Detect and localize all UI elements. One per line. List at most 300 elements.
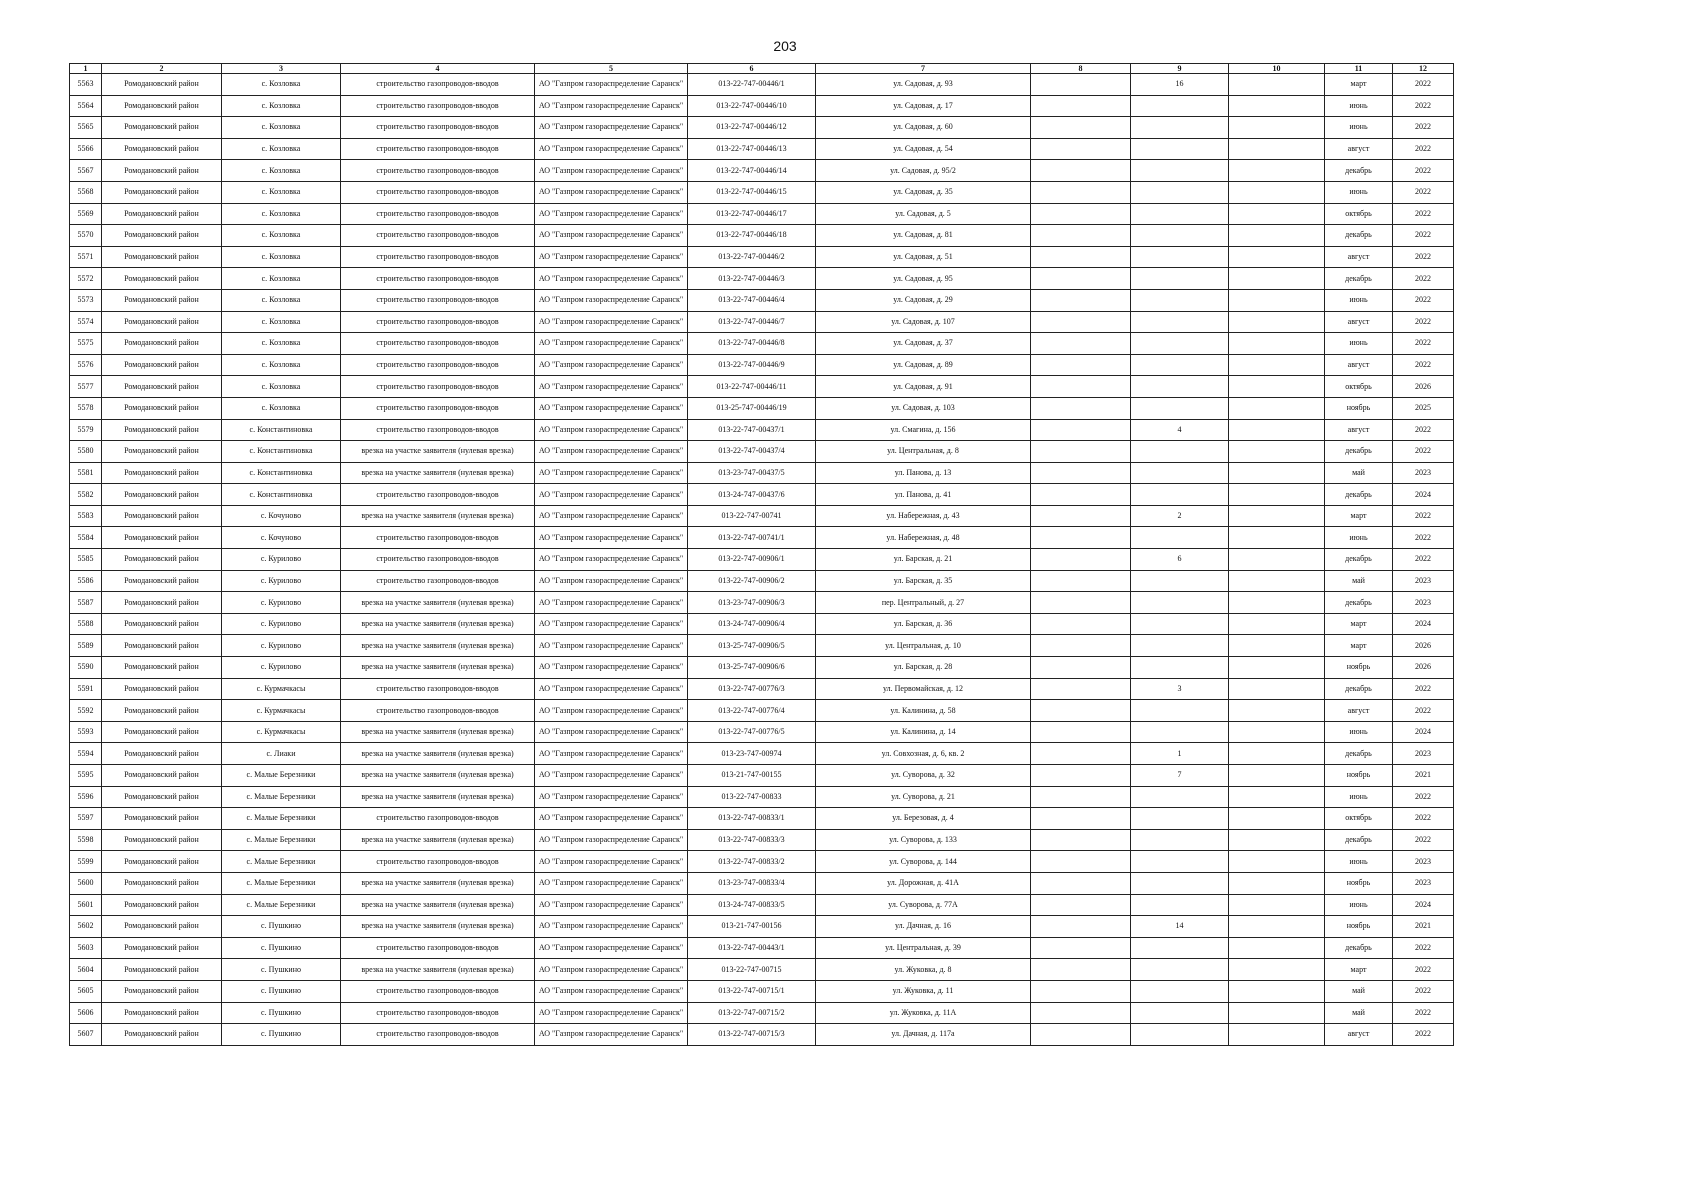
column-9-cell — [1131, 937, 1229, 959]
application-code-cell: 013-22-747-00446/18 — [688, 225, 816, 247]
district-cell: Ромодановский район — [102, 505, 222, 527]
application-code-cell: 013-22-747-00906/2 — [688, 570, 816, 592]
month-cell: ноябрь — [1325, 916, 1393, 938]
application-code-cell: 013-22-747-00715/2 — [688, 1002, 816, 1024]
column-9-cell — [1131, 95, 1229, 117]
settlement-cell: с. Козловка — [222, 225, 341, 247]
column-10-cell — [1229, 333, 1325, 355]
table-row — [70, 743, 1454, 765]
column-10-cell — [1229, 721, 1325, 743]
table-row — [70, 1024, 1454, 1046]
application-code-cell: 013-25-747-00906/6 — [688, 657, 816, 679]
table-row — [70, 225, 1454, 247]
month-cell: март — [1325, 635, 1393, 657]
column-9-cell — [1131, 333, 1229, 355]
column-header: 2 — [102, 64, 222, 74]
row-number-cell: 5564 — [70, 95, 102, 117]
district-cell: Ромодановский район — [102, 765, 222, 787]
column-8-cell — [1031, 894, 1131, 916]
address-cell: ул. Садовая, д. 60 — [816, 117, 1031, 139]
settlement-cell: с. Пушкино — [222, 959, 341, 981]
column-8-cell — [1031, 246, 1131, 268]
row-number-cell: 5569 — [70, 203, 102, 225]
table-row — [70, 117, 1454, 139]
month-cell: июнь — [1325, 289, 1393, 311]
table-row — [70, 829, 1454, 851]
work-type-cell: строительство газопроводов-вводов — [341, 354, 535, 376]
organization-cell: АО "Газпром газораспределение Саранск" — [535, 268, 688, 290]
address-cell: ул. Садовая, д. 5 — [816, 203, 1031, 225]
column-9-cell — [1131, 980, 1229, 1002]
column-9-cell: 3 — [1131, 678, 1229, 700]
year-cell: 2022 — [1393, 1002, 1454, 1024]
organization-cell: АО "Газпром газораспределение Саранск" — [535, 959, 688, 981]
settlement-cell: с. Малые Березники — [222, 829, 341, 851]
column-8-cell — [1031, 808, 1131, 830]
organization-cell: АО "Газпром газораспределение Саранск" — [535, 74, 688, 96]
work-type-cell: врезка на участке заявителя (нулевая врезка) — [341, 462, 535, 484]
column-9-cell — [1131, 181, 1229, 203]
row-number-cell: 5605 — [70, 980, 102, 1002]
work-type-cell: строительство газопроводов-вводов — [341, 138, 535, 160]
settlement-cell: с. Козловка — [222, 333, 341, 355]
month-cell: март — [1325, 613, 1393, 635]
district-cell: Ромодановский район — [102, 959, 222, 981]
row-number-cell: 5582 — [70, 484, 102, 506]
month-cell: март — [1325, 505, 1393, 527]
row-number-cell: 5581 — [70, 462, 102, 484]
settlement-cell: с. Козловка — [222, 354, 341, 376]
month-cell: июнь — [1325, 721, 1393, 743]
column-10-cell — [1229, 419, 1325, 441]
table-row — [70, 959, 1454, 981]
district-cell: Ромодановский район — [102, 225, 222, 247]
month-cell: март — [1325, 74, 1393, 96]
table-row — [70, 527, 1454, 549]
row-number-cell: 5568 — [70, 181, 102, 203]
application-code-cell: 013-22-747-00833/3 — [688, 829, 816, 851]
organization-cell: АО "Газпром газораспределение Саранск" — [535, 246, 688, 268]
year-cell: 2024 — [1393, 894, 1454, 916]
work-type-cell: строительство газопроводов-вводов — [341, 117, 535, 139]
address-cell: ул. Барская, д. 28 — [816, 657, 1031, 679]
organization-cell: АО "Газпром газораспределение Саранск" — [535, 916, 688, 938]
application-code-cell: 013-22-747-00446/9 — [688, 354, 816, 376]
column-8-cell — [1031, 138, 1131, 160]
month-cell: декабрь — [1325, 160, 1393, 182]
column-9-cell — [1131, 1024, 1229, 1046]
column-8-cell — [1031, 1024, 1131, 1046]
column-10-cell — [1229, 592, 1325, 614]
application-code-cell: 013-22-747-00446/10 — [688, 95, 816, 117]
organization-cell: АО "Газпром газораспределение Саранск" — [535, 678, 688, 700]
work-type-cell: врезка на участке заявителя (нулевая врезка) — [341, 657, 535, 679]
application-code-cell: 013-22-747-00776/4 — [688, 700, 816, 722]
column-8-cell — [1031, 289, 1131, 311]
work-type-cell: строительство газопроводов-вводов — [341, 700, 535, 722]
column-9-cell: 6 — [1131, 549, 1229, 571]
work-type-cell: строительство газопроводов-вводов — [341, 937, 535, 959]
column-10-cell — [1229, 1024, 1325, 1046]
row-number-cell: 5590 — [70, 657, 102, 679]
address-cell: ул. Садовая, д. 51 — [816, 246, 1031, 268]
work-type-cell: врезка на участке заявителя (нулевая врезка) — [341, 829, 535, 851]
table-row — [70, 786, 1454, 808]
work-type-cell: врезка на участке заявителя (нулевая врезка) — [341, 505, 535, 527]
column-9-cell: 1 — [1131, 743, 1229, 765]
settlement-cell: с. Козловка — [222, 181, 341, 203]
organization-cell: АО "Газпром газораспределение Саранск" — [535, 354, 688, 376]
year-cell: 2022 — [1393, 246, 1454, 268]
column-8-cell — [1031, 181, 1131, 203]
organization-cell: АО "Газпром газораспределение Саранск" — [535, 657, 688, 679]
column-10-cell — [1229, 268, 1325, 290]
column-8-cell — [1031, 311, 1131, 333]
column-9-cell — [1131, 527, 1229, 549]
address-cell: пер. Центральный, д. 27 — [816, 592, 1031, 614]
year-cell: 2021 — [1393, 765, 1454, 787]
column-8-cell — [1031, 916, 1131, 938]
application-code-cell: 013-22-747-00741 — [688, 505, 816, 527]
column-8-cell — [1031, 505, 1131, 527]
table-row — [70, 657, 1454, 679]
year-cell: 2024 — [1393, 484, 1454, 506]
work-type-cell: строительство газопроводов-вводов — [341, 225, 535, 247]
application-code-cell: 013-22-747-00446/4 — [688, 289, 816, 311]
application-code-cell: 013-22-747-00446/1 — [688, 74, 816, 96]
settlement-cell: с. Козловка — [222, 289, 341, 311]
settlement-cell: с. Пушкино — [222, 1002, 341, 1024]
organization-cell: АО "Газпром газораспределение Саранск" — [535, 181, 688, 203]
work-type-cell: строительство газопроводов-вводов — [341, 549, 535, 571]
application-code-cell: 013-22-747-00715/3 — [688, 1024, 816, 1046]
district-cell: Ромодановский район — [102, 1002, 222, 1024]
year-cell: 2022 — [1393, 678, 1454, 700]
organization-cell: АО "Газпром газораспределение Саранск" — [535, 527, 688, 549]
month-cell: декабрь — [1325, 268, 1393, 290]
month-cell: май — [1325, 980, 1393, 1002]
address-cell: ул. Садовая, д. 103 — [816, 397, 1031, 419]
year-cell: 2022 — [1393, 225, 1454, 247]
column-9-cell — [1131, 484, 1229, 506]
organization-cell: АО "Газпром газораспределение Саранск" — [535, 980, 688, 1002]
column-header: 12 — [1393, 64, 1454, 74]
table-row — [70, 484, 1454, 506]
application-code-cell: 013-22-747-00833/2 — [688, 851, 816, 873]
column-8-cell — [1031, 700, 1131, 722]
district-cell: Ромодановский район — [102, 441, 222, 463]
column-10-cell — [1229, 678, 1325, 700]
application-code-cell: 013-22-747-00446/8 — [688, 333, 816, 355]
address-cell: ул. Калинина, д. 58 — [816, 700, 1031, 722]
work-type-cell: строительство газопроводов-вводов — [341, 268, 535, 290]
district-cell: Ромодановский район — [102, 117, 222, 139]
row-number-cell: 5579 — [70, 419, 102, 441]
month-cell: декабрь — [1325, 441, 1393, 463]
column-10-cell — [1229, 311, 1325, 333]
table-row — [70, 916, 1454, 938]
month-cell: май — [1325, 570, 1393, 592]
settlement-cell: с. Пушкино — [222, 916, 341, 938]
organization-cell: АО "Газпром газораспределение Саранск" — [535, 203, 688, 225]
column-8-cell — [1031, 829, 1131, 851]
month-cell: июнь — [1325, 851, 1393, 873]
month-cell: декабрь — [1325, 743, 1393, 765]
district-cell: Ромодановский район — [102, 74, 222, 96]
work-type-cell: строительство газопроводов-вводов — [341, 397, 535, 419]
district-cell: Ромодановский район — [102, 333, 222, 355]
organization-cell: АО "Газпром газораспределение Саранск" — [535, 225, 688, 247]
row-number-cell: 5577 — [70, 376, 102, 398]
work-type-cell: строительство газопроводов-вводов — [341, 419, 535, 441]
month-cell: август — [1325, 1024, 1393, 1046]
column-header: 9 — [1131, 64, 1229, 74]
month-cell: июнь — [1325, 181, 1393, 203]
column-10-cell — [1229, 937, 1325, 959]
row-number-cell: 5604 — [70, 959, 102, 981]
year-cell: 2022 — [1393, 138, 1454, 160]
row-number-cell: 5593 — [70, 721, 102, 743]
row-number-cell: 5566 — [70, 138, 102, 160]
column-9-cell — [1131, 592, 1229, 614]
column-10-cell — [1229, 289, 1325, 311]
address-cell: ул. Садовая, д. 54 — [816, 138, 1031, 160]
column-9-cell: 14 — [1131, 916, 1229, 938]
column-10-cell — [1229, 916, 1325, 938]
district-cell: Ромодановский район — [102, 397, 222, 419]
gas-connection-register-table — [69, 63, 1454, 1046]
column-8-cell — [1031, 441, 1131, 463]
column-8-cell — [1031, 980, 1131, 1002]
column-8-cell — [1031, 376, 1131, 398]
row-number-cell: 5570 — [70, 225, 102, 247]
column-9-cell — [1131, 786, 1229, 808]
settlement-cell: с. Козловка — [222, 268, 341, 290]
address-cell: ул. Совхозная, д. 6, кв. 2 — [816, 743, 1031, 765]
month-cell: декабрь — [1325, 225, 1393, 247]
month-cell: ноябрь — [1325, 397, 1393, 419]
column-9-cell — [1131, 203, 1229, 225]
year-cell: 2022 — [1393, 980, 1454, 1002]
column-9-cell — [1131, 657, 1229, 679]
table-row — [70, 635, 1454, 657]
column-9-cell — [1131, 160, 1229, 182]
row-number-cell: 5599 — [70, 851, 102, 873]
column-9-cell — [1131, 268, 1229, 290]
settlement-cell: с. Малые Березники — [222, 894, 341, 916]
column-8-cell — [1031, 268, 1131, 290]
work-type-cell: врезка на участке заявителя (нулевая врезка) — [341, 743, 535, 765]
column-8-cell — [1031, 851, 1131, 873]
year-cell: 2023 — [1393, 851, 1454, 873]
column-9-cell — [1131, 462, 1229, 484]
table-row — [70, 808, 1454, 830]
column-10-cell — [1229, 505, 1325, 527]
settlement-cell: с. Курилово — [222, 657, 341, 679]
row-number-cell: 5587 — [70, 592, 102, 614]
work-type-cell: строительство газопроводов-вводов — [341, 678, 535, 700]
table-row — [70, 333, 1454, 355]
address-cell: ул. Центральная, д. 10 — [816, 635, 1031, 657]
table-row — [70, 851, 1454, 873]
application-code-cell: 013-24-747-00833/5 — [688, 894, 816, 916]
district-cell: Ромодановский район — [102, 613, 222, 635]
table-row — [70, 419, 1454, 441]
address-cell: ул. Садовая, д. 95/2 — [816, 160, 1031, 182]
table-row — [70, 138, 1454, 160]
settlement-cell: с. Константиновка — [222, 484, 341, 506]
table-body — [70, 74, 1454, 1046]
application-code-cell: 013-22-747-00446/15 — [688, 181, 816, 203]
table-row — [70, 570, 1454, 592]
row-number-cell: 5598 — [70, 829, 102, 851]
district-cell: Ромодановский район — [102, 419, 222, 441]
month-cell: ноябрь — [1325, 765, 1393, 787]
application-code-cell: 013-22-747-00833/1 — [688, 808, 816, 830]
organization-cell: АО "Газпром газораспределение Саранск" — [535, 505, 688, 527]
column-9-cell — [1131, 851, 1229, 873]
organization-cell: АО "Газпром газораспределение Саранск" — [535, 160, 688, 182]
work-type-cell: строительство газопроводов-вводов — [341, 181, 535, 203]
column-10-cell — [1229, 894, 1325, 916]
column-9-cell — [1131, 959, 1229, 981]
work-type-cell: строительство газопроводов-вводов — [341, 160, 535, 182]
work-type-cell: врезка на участке заявителя (нулевая врезка) — [341, 721, 535, 743]
address-cell: ул. Барская, д. 36 — [816, 613, 1031, 635]
organization-cell: АО "Газпром газораспределение Саранск" — [535, 1002, 688, 1024]
column-9-cell — [1131, 246, 1229, 268]
application-code-cell: 013-24-747-00437/6 — [688, 484, 816, 506]
header-row — [70, 64, 1454, 74]
district-cell: Ромодановский район — [102, 937, 222, 959]
application-code-cell: 013-21-747-00156 — [688, 916, 816, 938]
address-cell: ул. Жуковка, д. 8 — [816, 959, 1031, 981]
settlement-cell: с. Пушкино — [222, 980, 341, 1002]
settlement-cell: с. Кочуново — [222, 505, 341, 527]
organization-cell: АО "Газпром газораспределение Саранск" — [535, 333, 688, 355]
table-row — [70, 397, 1454, 419]
column-10-cell — [1229, 786, 1325, 808]
month-cell: июнь — [1325, 117, 1393, 139]
settlement-cell: с. Курилово — [222, 592, 341, 614]
application-code-cell: 013-23-747-00906/3 — [688, 592, 816, 614]
settlement-cell: с. Козловка — [222, 311, 341, 333]
application-code-cell: 013-22-747-00446/11 — [688, 376, 816, 398]
month-cell: октябрь — [1325, 376, 1393, 398]
table-header — [70, 64, 1454, 74]
table-row — [70, 765, 1454, 787]
column-10-cell — [1229, 397, 1325, 419]
work-type-cell: строительство газопроводов-вводов — [341, 980, 535, 1002]
year-cell: 2022 — [1393, 527, 1454, 549]
column-8-cell — [1031, 570, 1131, 592]
row-number-cell: 5591 — [70, 678, 102, 700]
address-cell: ул. Барская, д. 21 — [816, 549, 1031, 571]
organization-cell: АО "Газпром газораспределение Саранск" — [535, 484, 688, 506]
address-cell: ул. Садовая, д. 37 — [816, 333, 1031, 355]
row-number-cell: 5575 — [70, 333, 102, 355]
column-10-cell — [1229, 117, 1325, 139]
column-9-cell — [1131, 117, 1229, 139]
application-code-cell: 013-22-747-00437/4 — [688, 441, 816, 463]
address-cell: ул. Калинина, д. 14 — [816, 721, 1031, 743]
work-type-cell: строительство газопроводов-вводов — [341, 333, 535, 355]
column-8-cell — [1031, 765, 1131, 787]
column-8-cell — [1031, 549, 1131, 571]
application-code-cell: 013-24-747-00906/4 — [688, 613, 816, 635]
district-cell: Ромодановский район — [102, 570, 222, 592]
column-header: 7 — [816, 64, 1031, 74]
table-row — [70, 246, 1454, 268]
month-cell: август — [1325, 311, 1393, 333]
settlement-cell: с. Малые Березники — [222, 765, 341, 787]
settlement-cell: с. Козловка — [222, 246, 341, 268]
address-cell: ул. Садовая, д. 107 — [816, 311, 1031, 333]
row-number-cell: 5576 — [70, 354, 102, 376]
district-cell: Ромодановский район — [102, 808, 222, 830]
address-cell: ул. Смагина, д. 156 — [816, 419, 1031, 441]
organization-cell: АО "Газпром газораспределение Саранск" — [535, 829, 688, 851]
settlement-cell: с. Курилово — [222, 613, 341, 635]
row-number-cell: 5589 — [70, 635, 102, 657]
column-10-cell — [1229, 95, 1325, 117]
column-9-cell — [1131, 138, 1229, 160]
year-cell: 2022 — [1393, 160, 1454, 182]
organization-cell: АО "Газпром газораспределение Саранск" — [535, 419, 688, 441]
column-9-cell — [1131, 225, 1229, 247]
settlement-cell: с. Малые Березники — [222, 808, 341, 830]
month-cell: ноябрь — [1325, 872, 1393, 894]
settlement-cell: с. Константиновка — [222, 441, 341, 463]
organization-cell: АО "Газпром газораспределение Саранск" — [535, 721, 688, 743]
settlement-cell: с. Козловка — [222, 376, 341, 398]
month-cell: октябрь — [1325, 203, 1393, 225]
organization-cell: АО "Газпром газораспределение Саранск" — [535, 592, 688, 614]
year-cell: 2022 — [1393, 203, 1454, 225]
district-cell: Ромодановский район — [102, 916, 222, 938]
year-cell: 2023 — [1393, 570, 1454, 592]
organization-cell: АО "Газпром газораспределение Саранск" — [535, 570, 688, 592]
column-10-cell — [1229, 1002, 1325, 1024]
column-10-cell — [1229, 484, 1325, 506]
column-9-cell — [1131, 872, 1229, 894]
column-header: 8 — [1031, 64, 1131, 74]
work-type-cell: строительство газопроводов-вводов — [341, 851, 535, 873]
application-code-cell: 013-22-747-00446/13 — [688, 138, 816, 160]
work-type-cell: строительство газопроводов-вводов — [341, 289, 535, 311]
organization-cell: АО "Газпром газораспределение Саранск" — [535, 635, 688, 657]
row-number-cell: 5607 — [70, 1024, 102, 1046]
settlement-cell: с. Малые Березники — [222, 872, 341, 894]
row-number-cell: 5580 — [70, 441, 102, 463]
column-9-cell — [1131, 721, 1229, 743]
month-cell: июнь — [1325, 786, 1393, 808]
year-cell: 2026 — [1393, 635, 1454, 657]
column-9-cell — [1131, 635, 1229, 657]
row-number-cell: 5603 — [70, 937, 102, 959]
column-8-cell — [1031, 74, 1131, 96]
row-number-cell: 5584 — [70, 527, 102, 549]
address-cell: ул. Дорожная, д. 41А — [816, 872, 1031, 894]
column-8-cell — [1031, 657, 1131, 679]
column-10-cell — [1229, 872, 1325, 894]
year-cell: 2023 — [1393, 592, 1454, 614]
column-10-cell — [1229, 462, 1325, 484]
organization-cell: АО "Газпром газораспределение Саранск" — [535, 376, 688, 398]
district-cell: Ромодановский район — [102, 289, 222, 311]
year-cell: 2022 — [1393, 937, 1454, 959]
application-code-cell: 013-22-747-00446/2 — [688, 246, 816, 268]
